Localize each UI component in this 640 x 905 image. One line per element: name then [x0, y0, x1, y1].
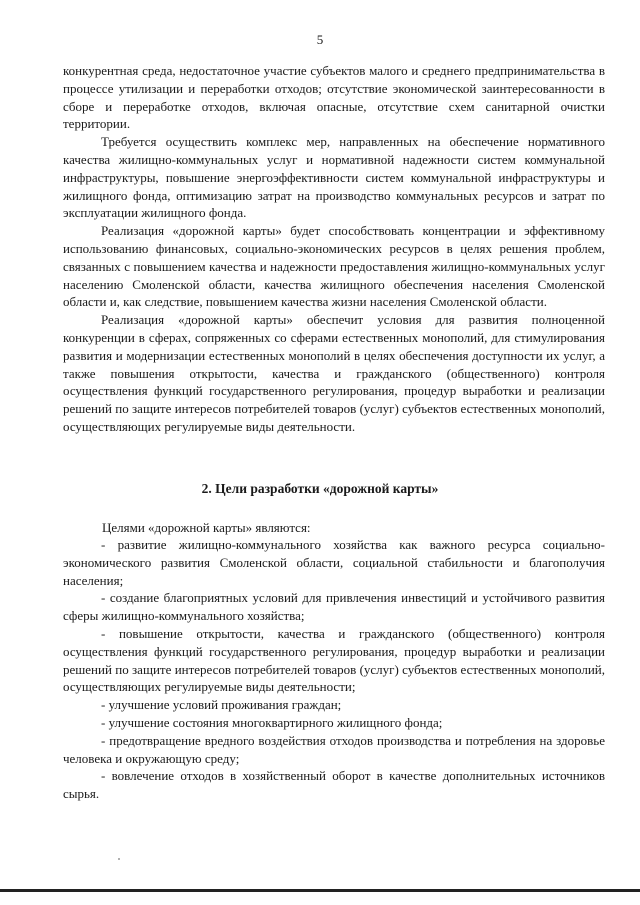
goals-list [63, 536, 605, 803]
goal-item: - вовлечение отходов в хозяйственный оборот в качестве дополнительных источников сырья. [63, 768, 605, 802]
goal-item: - повышение открытости, качества и гражданского (общественного) контроля осуществления функций государственного регулирования, процедур выработки и реализации решений по защите интересов потребителей товаров (услуг) субъектов естественных монополий, осуществляющих регулируемые виды деятельности; [63, 625, 605, 695]
goals-intro: Целями «дорожной карты» являются: [102, 520, 311, 535]
goal-item: - предотвращение вредного воздействия отходов производства и потребления на здоровье человека и окружающую среду; [63, 732, 605, 766]
section-heading: 2. Цели разработки «дорожной карты» [201, 481, 439, 496]
scan-speck [118, 858, 120, 860]
bottom-rule [0, 889, 640, 892]
goal-item: - развитие жилищно-коммунального хозяйства как важного ресурса социально-экономического развития Смоленской области, социальной стабильности и благополучия населения; [63, 537, 605, 588]
goal-item: - создание благоприятных условий для привлечения инвестиций и устойчивого развития сферы жилищно-коммунального хозяйства; [63, 590, 605, 624]
goal-item: - улучшение состояния многоквартирного жилищного фонда; [101, 714, 443, 730]
paragraph-roadmap-effect: Реализация «дорожной карты» будет способствовать концентрации и эффективному использованию финансовых, социально-экономических ресурсов в целях решения проблем, связанных с повышением качества и надежности предоставления жилищно-коммунальных услуг населению Смоленской области, качества жилищного обеспечения населения Смоленской области и, как следствие, повышением качества жизни населения Смоленской области. [63, 223, 605, 310]
paragraph-competition: Реализация «дорожной карты» обеспечит условия для развития полноценной конкуренции в сферах, сопряженных со сферами естественных монополий, для стимулирования развития и модернизации естественных монополий в целях обеспечения доступности их услуг, а также повышения открытости, качества и гражданского (общественного) контроля осуществления функций государственного регулирования, процедур выработки и реализации решений по защите интересов потребителей товаров (услуг) субъектов естественных монополий, осуществляющих регулируемые виды деятельности. [63, 312, 605, 434]
goal-item: - улучшение условий проживания граждан; [101, 697, 342, 713]
paragraph-continuation: конкурентная среда, недостаточное участие субъектов малого и среднего предпринимательства в процессе утилизации и переработки отходов; отсутствие экономической заинтересованности в сборе и переработке отходов, включая опасные, отсутствие схем санитарной очистки территории. [63, 63, 605, 132]
page-number: 5 [316, 32, 324, 47]
introduction-text [63, 62, 605, 436]
paragraph-measures: Требуется осуществить комплекс мер, направленных на обеспечение нормативного качества жилищно-коммунальных услуг и нормативной надежности систем коммунальной инфраструктуры, повышение энергоэффективности систем коммунальной инфраструктуры и жилищного фонда, оптимизацию затрат на производство коммунальных ресурсов и затрат по эксплуатации жилищного фонда. [63, 134, 605, 221]
